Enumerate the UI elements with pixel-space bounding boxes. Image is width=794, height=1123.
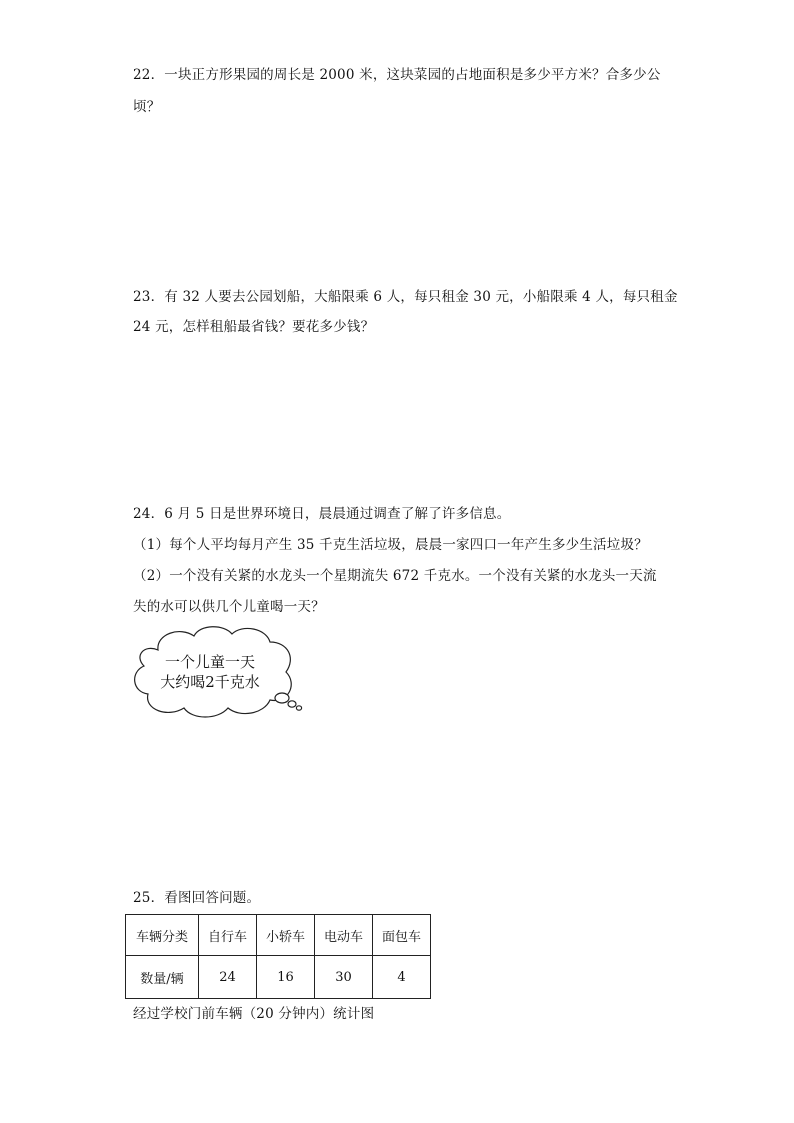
q23-text-line-2: 24 元，怎样租船最省钱？要花多少钱？: [133, 319, 375, 335]
q25-chart-caption: 经过学校门前车辆（20 分钟内）统计图: [133, 1006, 375, 1022]
q24-intro: 24．6 月 5 日是世界环境日，晨晨通过调查了解了许多信息。: [133, 506, 511, 522]
vehicle-count-table: [125, 914, 431, 999]
table-header-cell: 面包车: [373, 915, 431, 956]
table-cell: 24: [199, 956, 257, 999]
q22-text-line-2: 顷？: [133, 99, 161, 115]
table-cell: 16: [257, 956, 315, 999]
table-header-cell: 车辆分类: [126, 915, 199, 956]
table-cell: 4: [373, 956, 431, 999]
bubble-text-line-1: 一个儿童一天: [164, 653, 255, 671]
table-cell: 30: [315, 956, 373, 999]
q23-text-line-1: 23．有 32 人要去公园划船，大船限乘 6 人，每只租金 30 元，小船限乘 4 人，每只租金: [133, 289, 678, 305]
q24-part-2-line-2: 失的水可以供几个儿童喝一天？: [133, 599, 325, 615]
thought-bubble: [128, 622, 308, 722]
q24-part-1: （1）每个人平均每月产生 35 千克生活垃圾，晨晨一家四口一年产生多少生活垃圾？: [133, 537, 648, 553]
table-header-cell: 自行车: [199, 915, 257, 956]
bubble-text-line-2: 大约喝2千克水: [160, 673, 260, 691]
table-header-row: [126, 915, 431, 956]
table-cell: 数量/辆: [126, 956, 199, 999]
q22-text-line-1: 22．一块正方形果园的周长是 2000 米，这块菜园的占地面积是多少平方米？合多少公: [133, 67, 661, 83]
table-header-cell: 小轿车: [257, 915, 315, 956]
q25-intro: 25．看图回答问题。: [133, 890, 261, 906]
q24-part-2-line-1: （2）一个没有关紧的水龙头一个星期流失 672 千克水。一个没有关紧的水龙头一天流: [133, 568, 657, 584]
table-header-cell: 电动车: [315, 915, 373, 956]
table-row: [126, 956, 431, 999]
